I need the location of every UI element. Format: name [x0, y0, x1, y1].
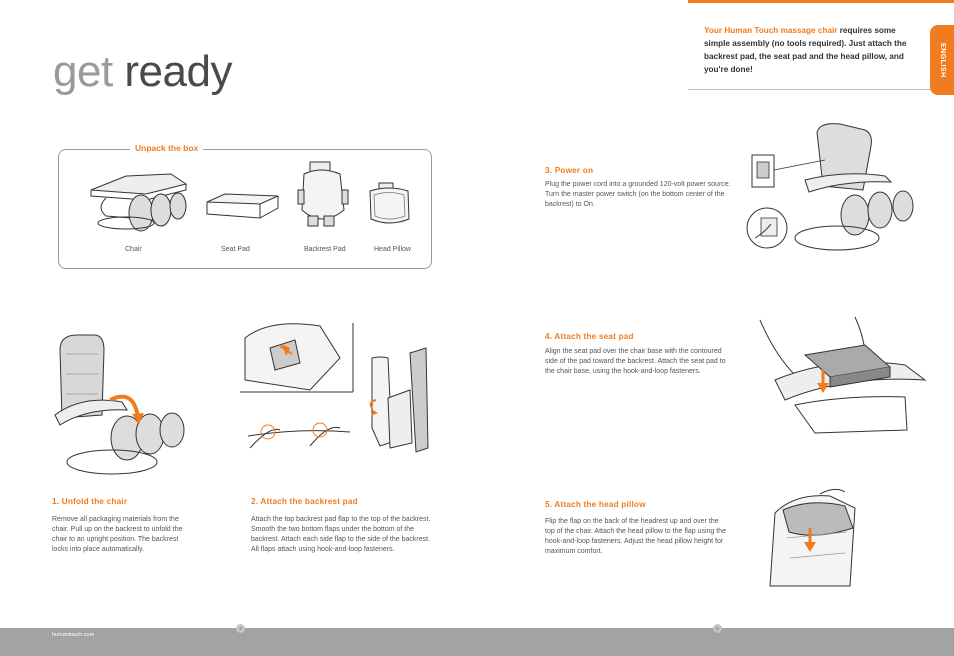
- step3-body: Plug the power cord into a grounded 120-volt power source. Turn the master power switch (on the bottom center of the backrest) to On.: [545, 181, 731, 208]
- step3-power-on-illustration: [745, 120, 925, 270]
- intro-rest: requires some simple assembly (no tools required). Just attach the backrest pad, the seat pad and the head pillow, and you're done!: [704, 26, 907, 74]
- head-pillow-illustration: [365, 183, 413, 228]
- title-word-ready: ready: [124, 47, 232, 96]
- footer-site-link[interactable]: humantouch.com: [52, 632, 95, 638]
- box-item-chair: Chair: [125, 246, 142, 253]
- intro-highlight: Your Human Touch massage chair: [704, 26, 838, 35]
- step1-title: 1. Unfold the chair: [52, 497, 128, 506]
- footer-bar: [0, 628, 954, 656]
- unpack-box-title: Unpack the box: [130, 143, 203, 153]
- backrest-pad-illustration: [296, 160, 351, 230]
- page-number-left: 4: [236, 624, 245, 633]
- chair-folded-illustration: [86, 168, 196, 238]
- step5-title: 5. Attach the head pillow: [545, 500, 646, 509]
- page-title: [53, 47, 232, 96]
- box-item-backrest-pad: Backrest Pad: [304, 246, 346, 253]
- page-number-right: 5: [713, 624, 722, 633]
- language-tab-label: ENGLISH: [939, 42, 946, 78]
- step4-title: 4. Attach the seat pad: [545, 332, 634, 341]
- step2-body: Attach the top backrest pad flap to the top of the backrest. Smooth the two bottom flaps under the bottom of the backrest. Attach each side flap to the side of the backrest. All flaps attach using hook-and-loop fasteners.: [251, 516, 431, 553]
- step4-body: Align the seat pad over the chair base with the contoured side of the pad toward the backrest. Attach the seat pad to the chair base, using the hook-and-loop fasteners.: [545, 348, 726, 375]
- step5-body: Flip the flap on the back of the headrest up and over the top of the chair. Attach the head pillow to the flap using the hook-and-loop fasteners. Adjust the head pillow height for maximum comfort.: [545, 518, 726, 555]
- intro-text: [704, 24, 909, 76]
- box-item-head-pillow: Head Pillow: [374, 246, 411, 253]
- step2-attach-backrest-illustration: [240, 318, 440, 458]
- step4-attach-seat-pad-illustration: [755, 315, 930, 435]
- title-word-get: get: [53, 47, 113, 96]
- step1-body: Remove all packaging materials from the chair. Pull up on the backrest to unfold the chair to an upright position. The backrest locks into place automatically.: [52, 516, 183, 553]
- step1-unfold-chair-illustration: [52, 330, 197, 480]
- step5-attach-head-pillow-illustration: [765, 488, 875, 588]
- step2-title: 2. Attach the backrest pad: [251, 497, 358, 506]
- step3-title: 3. Power on: [545, 166, 594, 175]
- seat-pad-illustration: [205, 192, 280, 224]
- box-item-seat-pad: Seat Pad: [221, 246, 250, 253]
